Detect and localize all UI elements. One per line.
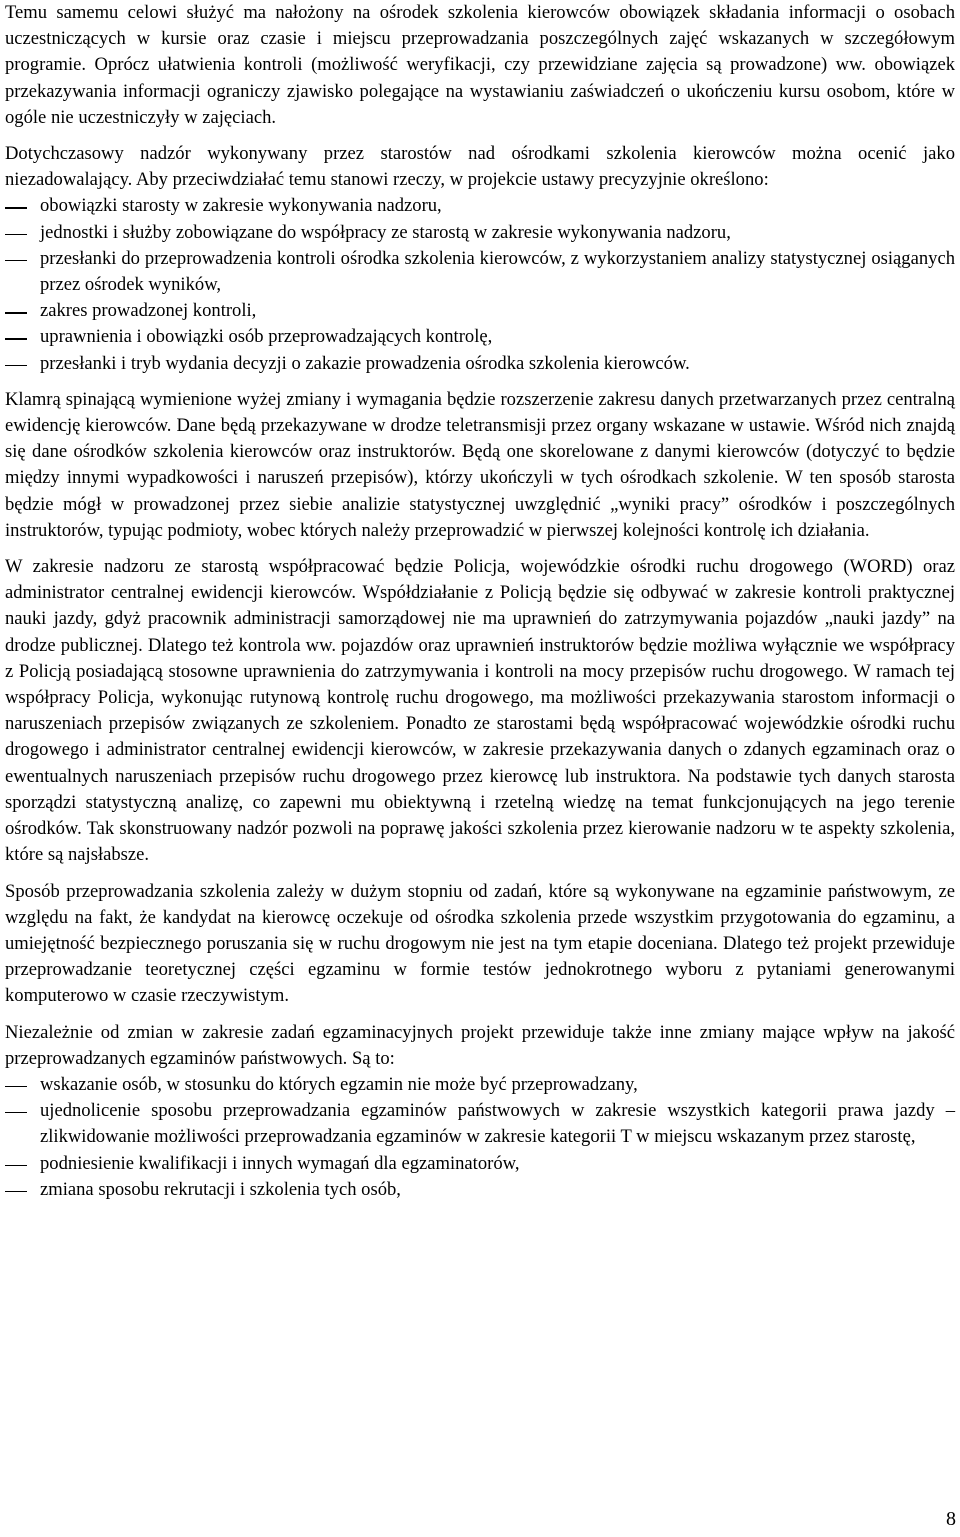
paragraph: Dotychczasowy nadzór wykonywany przez starostów nad ośrodkami szkolenia kierowców można ocenić jako niezadowalający. Aby przeciwdziałać temu stanowi rzeczy, w projekcie ustawy precyzyjnie określono: (5, 143, 955, 191)
paragraph: Niezależnie od zmian w zakresie zadań egzaminacyjnych projekt przewiduje także inne zmiany mające wpływ na jakość przeprowadzanych egzaminów państwowych. Są to: (5, 1021, 955, 1069)
list-item: przesłanki do przeprowadzenia kontroli ośrodka szkolenia kierowców, z wykorzystaniem analizy statystycznej osiąganych przez ośrodek wyników, (5, 246, 955, 298)
paragraph: Sposób przeprowadzania szkolenia zależy w dużym stopniu od zadań, które są wykonywane na egzaminie państwowym, ze względu na fakt, że kandydat na kierowcę oczekuje od ośrodka szkolenia przede wszystkim przygotowania do egzaminu, a umiejętność bezpiecznego poruszania się w ruchu drogowym nie jest na tym etapie doceniana. Dlatego też projekt przewiduje przeprowadzanie teoretycznej części egzaminu w formie testów jednokrotnego wyboru z pytaniami generowanymi komputerowo w czasie rzeczywistym. (5, 880, 955, 1007)
page-number: 8 (946, 1508, 956, 1530)
list-item: wskazanie osób, w stosunku do których egzamin nie może być przeprowadzany, (5, 1072, 955, 1098)
list-item: zakres prowadzonej kontroli, (5, 298, 955, 324)
list-item: jednostki i służby zobowiązane do współpracy ze starostą w zakresie wykonywania nadzoru, (5, 220, 955, 246)
list-item: ujednolicenie sposobu przeprowadzania egzaminów państwowych w zakresie wszystkich kategorii prawa jazdy – zlikwidowanie możliwości przeprowadzania egzaminów w zakresie kategorii T w miejscu wskazanym przez starostę, (5, 1098, 955, 1150)
list-item: zmiana sposobu rekrutacji i szkolenia tych osób, (5, 1177, 955, 1203)
paragraph: Klamrą spinającą wymienione wyżej zmiany i wymagania będzie rozszerzenie zakresu danych przetwarzanych przez centralną ewidencję kierowców. Dane będą przekazywane w drodze teletransmisji przez organy wskazane w ustawie. Wśród nich znajdą się dane ośrodków szkolenia kierowców oraz instruktorów. Będą one skorelowane z danymi kierowców (dotyczyć to będzie między innymi wypadkowości i naruszeń przepisów), którzy ukończyli w tych ośrodkach szkolenie. W ten sposób starosta będzie mógł w prowadzonej przez siebie analizie statystycznej uwzględnić „wyniki pracy” ośrodków i poszczególnych instruktorów, typując podmioty, wobec których należy przeprowadzić w pierwszej kolejności kontrolę ich działania. (5, 388, 955, 541)
list-item: przesłanki i tryb wydania decyzji o zakazie prowadzenia ośrodka szkolenia kierowców. (5, 351, 955, 377)
dash-list-exam-changes (5, 1072, 955, 1203)
paragraph: Temu samemu celowi służyć ma nałożony na ośrodek szkolenia kierowców obowiązek składania informacji o osobach uczestniczących w kursie oraz czasie i miejscu przeprowadzania poszczególnych zajęć wskazanych w szczegółowym programie. Oprócz ułatwienia kontroli (możliwość weryfikacji, czy przewidziane zajęcia są prowadzone) ww. obowiązek przekazywania informacji ograniczy zjawisko polegające na wystawianiu zaświadczeń o ukończeniu kursu osobom, które w ogóle nie uczestniczyły w zajęciach. (5, 2, 955, 128)
list-item: uprawnienia i obowiązki osób przeprowadzających kontrolę, (5, 324, 955, 350)
paragraph: W zakresie nadzoru ze starostą współpracować będzie Policja, wojewódzkie ośrodki ruchu drogowego (WORD) oraz administrator centralnej ewidencji kierowców. Współdziałanie z Policją będzie się odbywać w zakresie kontroli praktycznej nauki jazdy, gdyż pracownik administracji samorządowej nie ma uprawnień do zatrzymywania pojazdów „nauki jazdy” na drodze publicznej. Dlatego też kontrola ww. pojazdów oraz uprawnień instruktorów będzie możliwa wyłącznie we współpracy z Policją posiadającą stosowne uprawnienia do zatrzymywania i kontroli na mocy przepisów ruchu drogowego. W ramach tej współpracy Policja, wykonując rutynową kontrolę ruchu drogowego, ma możliwości przekazywania starostom informacji o naruszeniach przepisów związanych ze szkoleniem. Ponadto ze starostami będą współpracować wojewódzkie ośrodki ruchu drogowego i administrator centralnej ewidencji kierowców, w zakresie przekazywania danych o zdanych egzaminach oraz o ewentualnych naruszeniach przepisów ruchu drogowego przez kierowcę lub instruktora. Na podstawie tych danych starosta sporządzi statystyczną analizę, co zapewni mu obiektywną i rzetelną wiedzę na temat funkcjonujących na jego terenie ośrodków. Tak skonstruowany nadzór pozwoli na poprawę jakości szkolenia przez kierowanie nadzoru w te aspekty szkolenia, które są najsłabsze. (5, 556, 955, 866)
list-item: obowiązki starosty w zakresie wykonywania nadzoru, (5, 193, 955, 219)
dash-list-oversight (5, 193, 955, 376)
document-page (5, 0, 955, 1213)
list-item: podniesienie kwalifikacji i innych wymagań dla egzaminatorów, (5, 1151, 955, 1177)
